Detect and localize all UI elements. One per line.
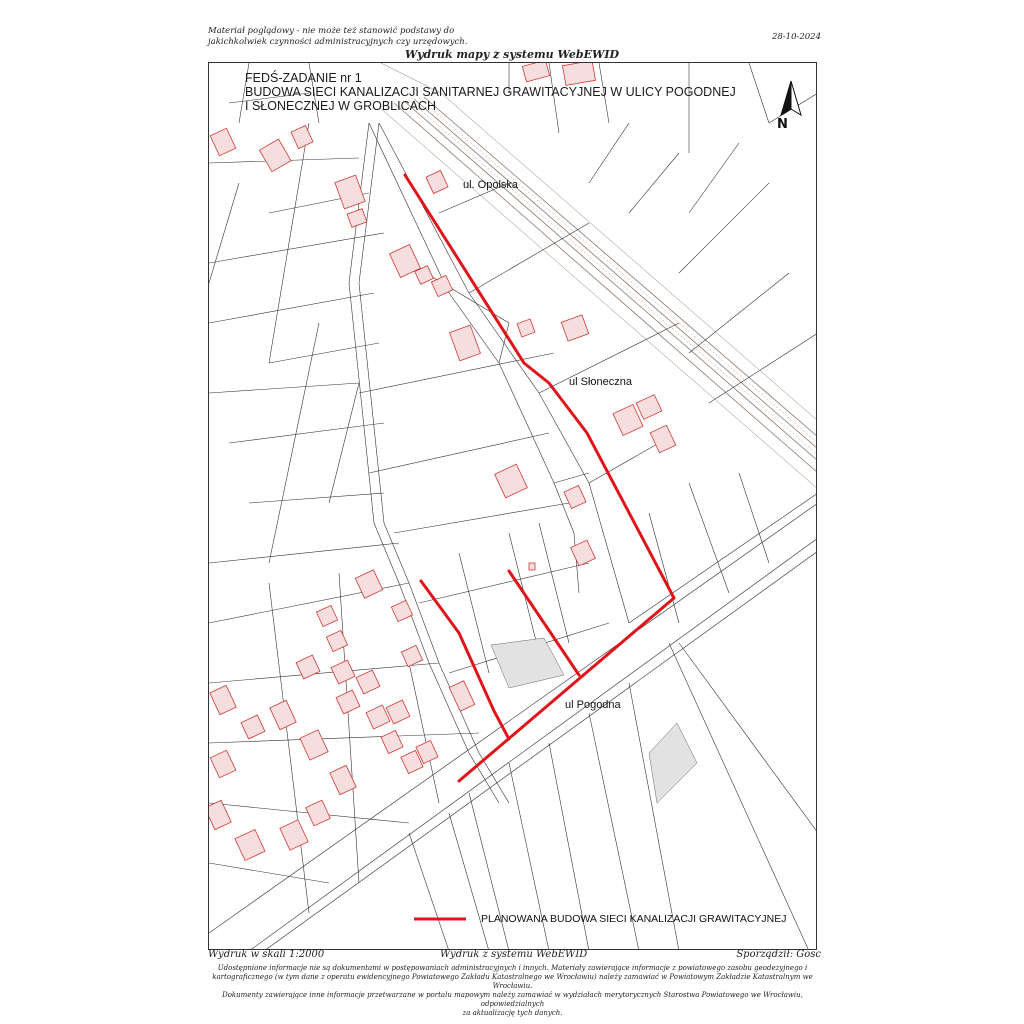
north-arrow-icon [781, 81, 801, 115]
task-title-line-2: BUDOWA SIECI KANALIZACJI SANITARNEJ GRAWITACYJNEJ W ULICY POGODNEJ [245, 85, 736, 99]
author-label: Sporządził: Gosc [736, 949, 821, 960]
street-label-pogodna: ul Pogodna [565, 699, 621, 711]
task-title-line-1: FEDŚ-ZADANIE nr 1 [245, 71, 362, 85]
legend-label: PLANOWANA BUDOWA SIECI KANALIZACJI GRAWITACYJNEJ [481, 913, 787, 925]
footer-disclaimer-line-4: za aktualizację tych danych. [462, 1009, 563, 1017]
disclaimer-line-2: jakichkolwiek czynności administracyjnych czy urzędowych. [208, 37, 468, 47]
map-canvas[interactable] [209, 63, 817, 950]
footer-disclaimer-line-2: kartograficznego (w tym dane z operatu ewidencyjnego Powiatowego Zakładu Katastralnego we Wrocławiu) należy zamawiać w Powiatowym Zakładzie Katastralnym we Wrocławiu. [212, 973, 813, 990]
map-frame[interactable] [208, 62, 817, 950]
disclaimer-header [208, 26, 467, 48]
source-label: Wydruk z systemu WebEWID [440, 949, 588, 960]
buildings [209, 63, 676, 861]
disclaimer-line-1: Materiał poglądowy - nie może też stanowić podstawy do [208, 26, 455, 36]
road-pogodna-corridor [209, 503, 817, 950]
street-label-opolska: ul. Opolska [463, 179, 519, 191]
page-title: Wydruk mapy z systemu WebEWID [404, 48, 620, 61]
sewer-line-west-branch [421, 581, 509, 739]
task-title-line-3: I SŁONECZNEJ W GROBLICACH [245, 99, 436, 113]
planned-sewer-lines[interactable] [405, 175, 674, 781]
footer-disclaimer-line-3: Dokumenty zawierające inne informacje przetwarzane w portalu mapowym należy zamawiać w wydziałach merytorycznych Starostwa Powiatowego we Wrocławiu, odpowiedzialnych [222, 991, 803, 1008]
street-label-sloneczna: ul Słoneczna [569, 376, 632, 388]
hatched-areas [491, 638, 697, 803]
print-date: 28-10-2024 [771, 32, 821, 42]
task-title [245, 71, 736, 113]
footer-disclaimer [208, 964, 817, 1018]
footer-disclaimer-line-1: Udostępnione informacje nie są dokumentami w postępowaniach administracyjnych i innych. Materiały zawierające informacje z powiatowego zasobu geodezyjnego i [217, 964, 808, 972]
sewer-line-opolska-sloneczna [405, 175, 674, 598]
scale-label: Wydruk w skali 1:2000 [208, 949, 325, 960]
sewer-line-pogodna [459, 598, 674, 781]
north-label: N [777, 117, 788, 132]
